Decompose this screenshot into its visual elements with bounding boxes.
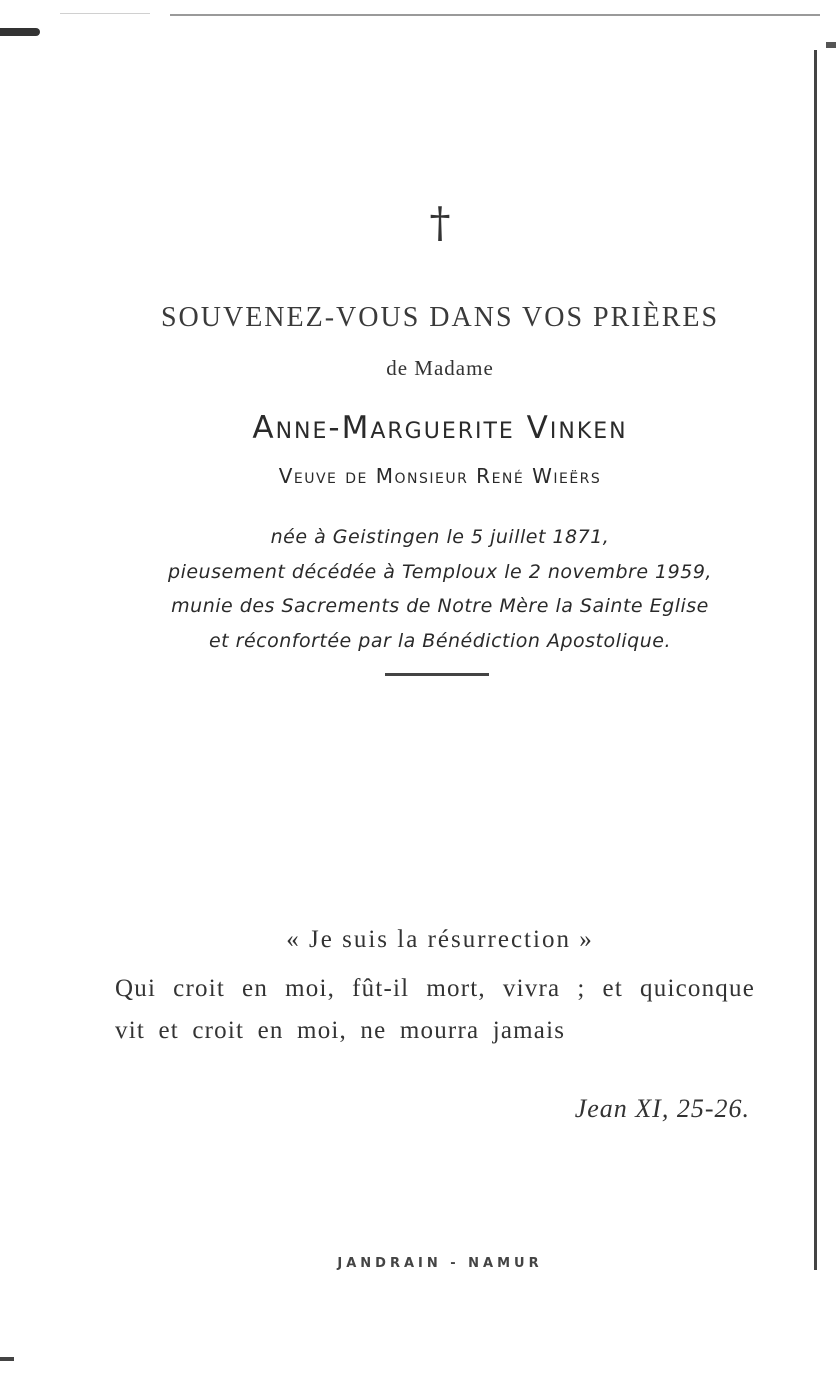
bio-death: pieusement décédée à Temploux le 2 novembre 1959, <box>168 560 712 583</box>
deceased-name: Anne-Marguerite Vinken <box>252 410 628 446</box>
divider <box>385 673 489 676</box>
quote-text: Qui croit en moi, fût-il mort, vivra ; et quiconque vit et croit en moi, ne mourra jamais <box>115 975 755 1044</box>
printer-credit: JANDRAIN - NAMUR <box>337 1256 543 1271</box>
bio-birth: née à Geistingen le 5 juillet 1871, <box>270 526 610 548</box>
scan-corner-mark <box>826 42 836 48</box>
cross-icon: † <box>429 198 451 247</box>
widow-of: Veuve de Monsieur René Wieërs <box>278 464 602 488</box>
scan-left-mark-bottom <box>0 1357 14 1361</box>
bio-benediction: et réconfortée par la Bénédiction Apostolique. <box>208 629 672 652</box>
scripture-reference: Jean XI, 25-26. <box>574 1094 750 1123</box>
scan-top-edge-faint <box>60 13 150 14</box>
quote-title: « Je suis la résurrection » <box>286 926 594 953</box>
biography <box>80 520 800 658</box>
scan-left-mark-top <box>0 28 40 36</box>
scan-top-edge <box>170 14 820 16</box>
bio-sacraments: munie des Sacrements de Notre Mère la Sainte Eglise <box>171 595 709 617</box>
heading: SOUVENEZ-VOUS DANS VOS PRIÈRES <box>160 302 720 333</box>
salutation: de Madame <box>386 356 494 380</box>
